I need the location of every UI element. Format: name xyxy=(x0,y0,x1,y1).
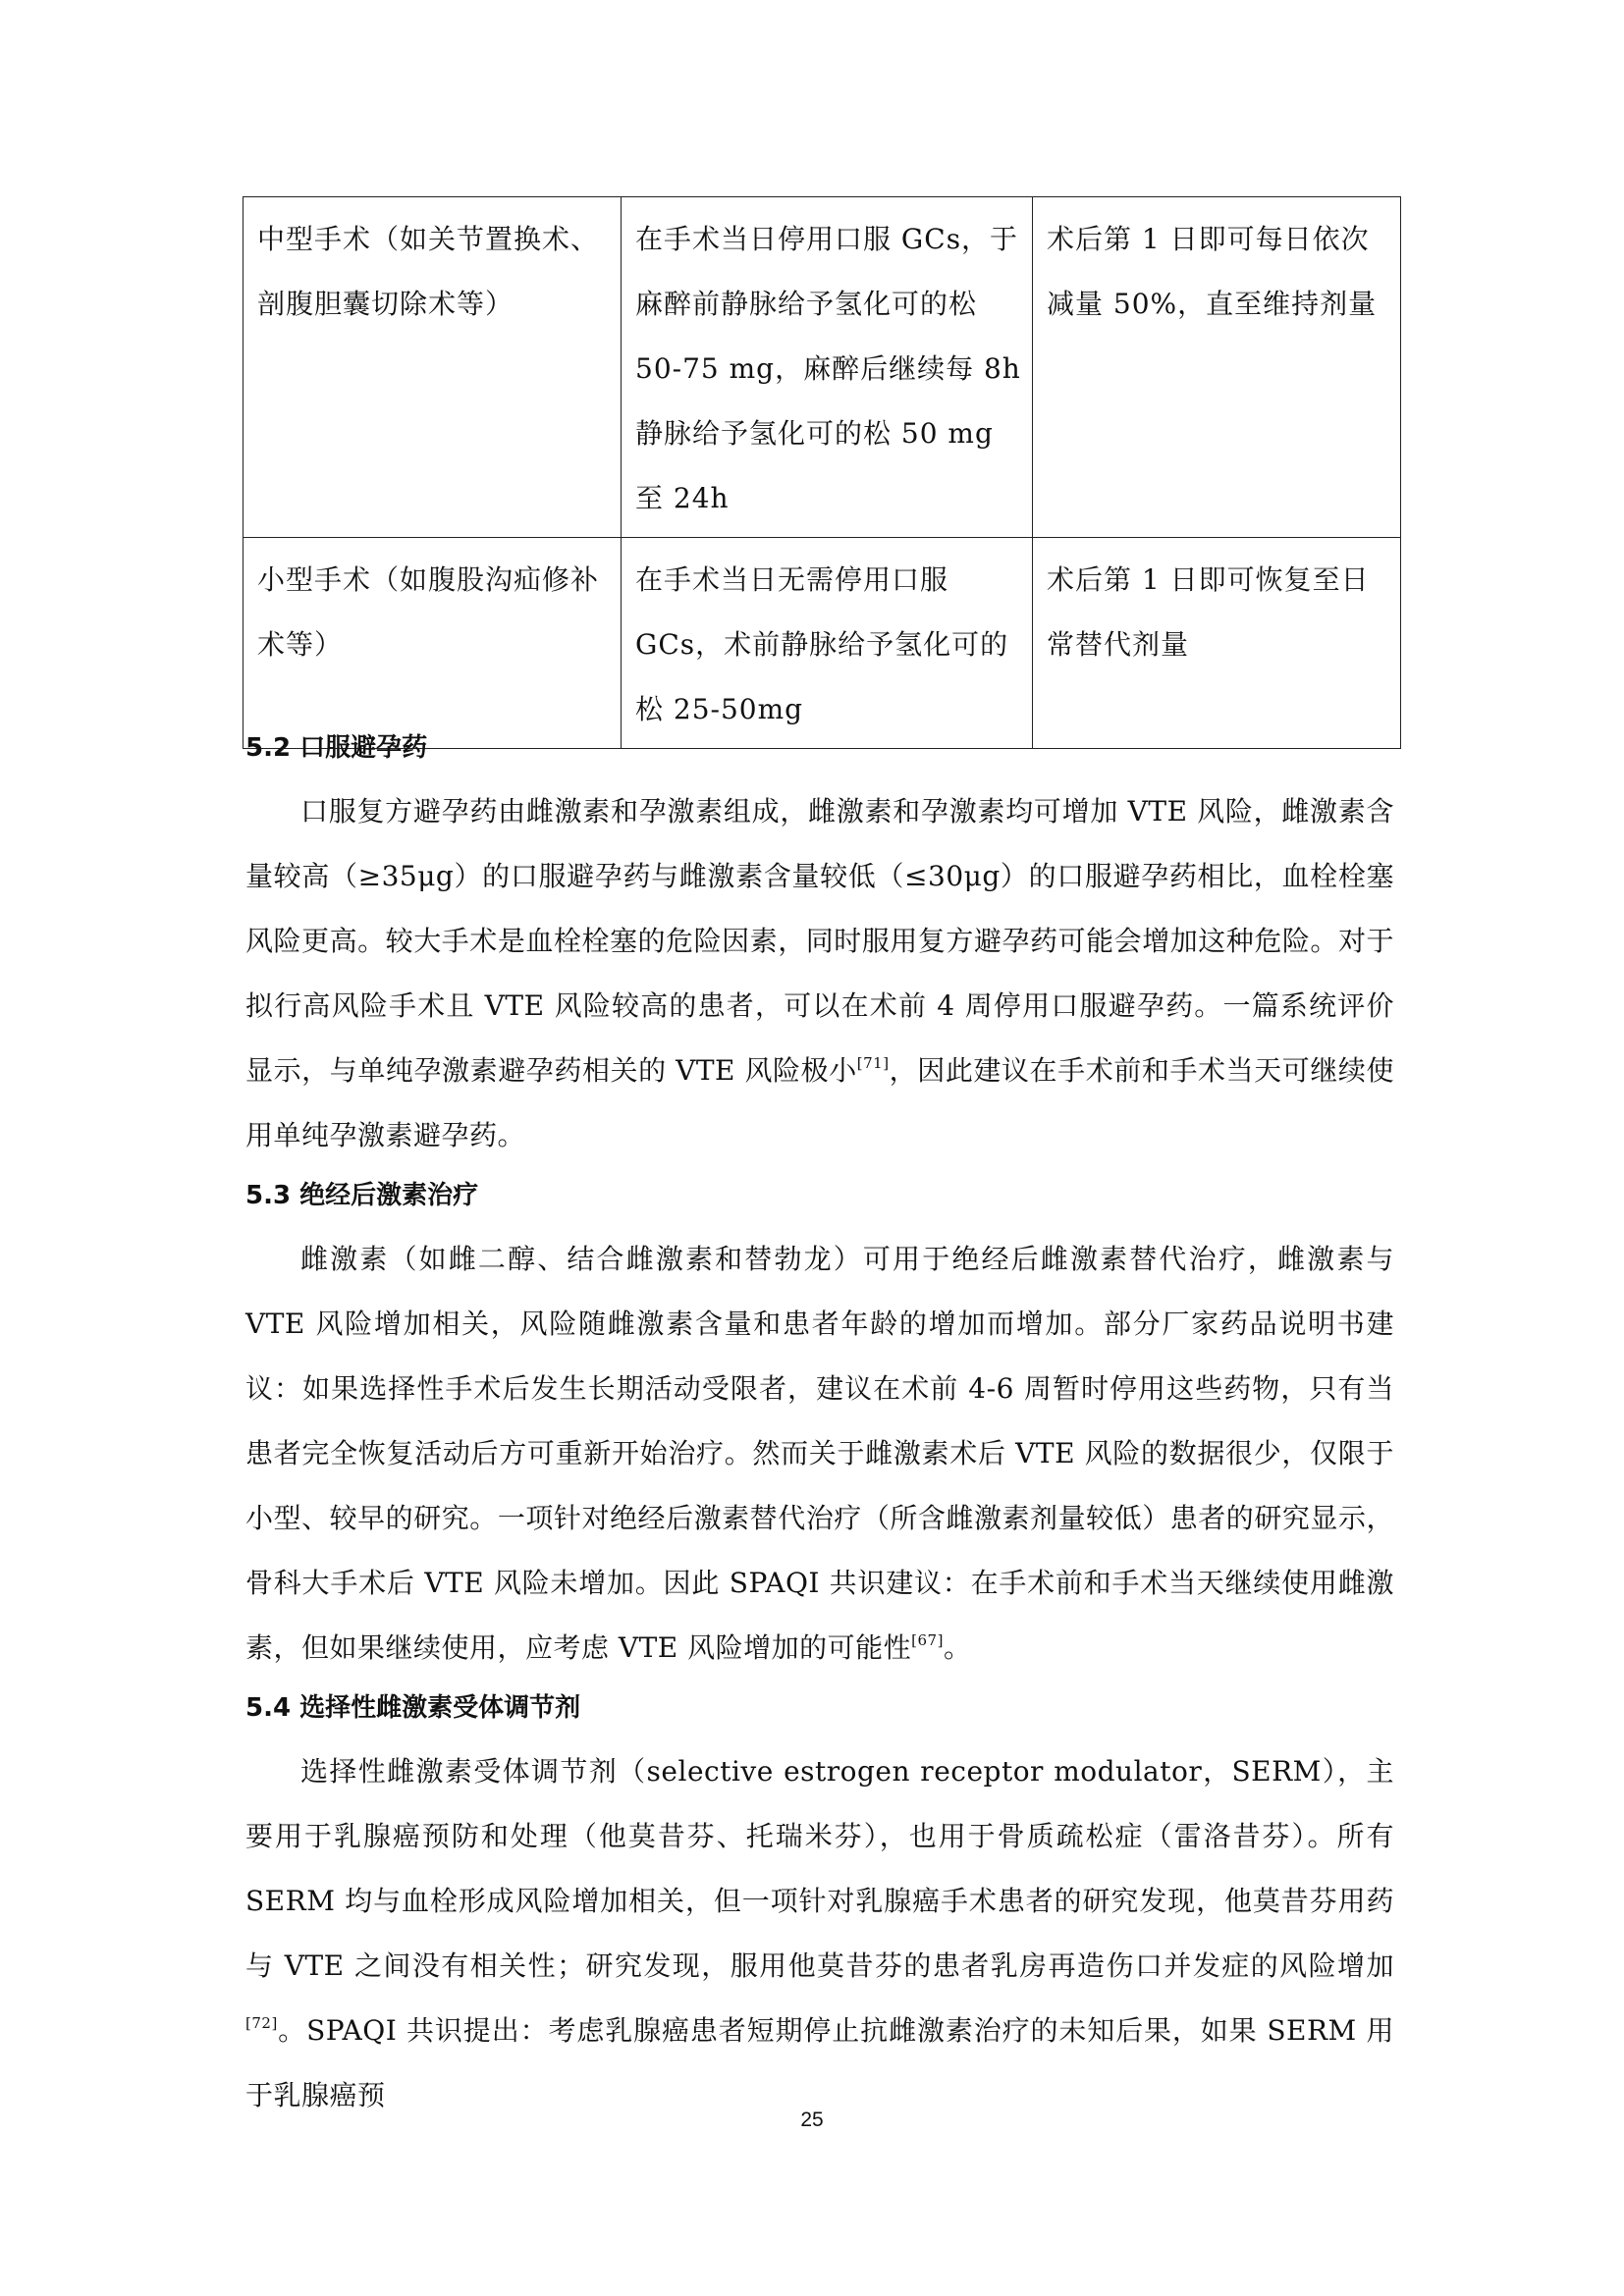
paragraph xyxy=(245,1227,1394,1681)
citation-ref: [71] xyxy=(856,1054,890,1072)
table-cell: 术后第 1 日即可每日依次减量 50%，直至维持剂量 xyxy=(1033,197,1401,538)
table-cell: 小型手术（如腹股沟疝修补术等） xyxy=(244,538,622,749)
table-cell: 在手术当日无需停用口服 GCs，术前静脉给予氢化可的松 25-50mg xyxy=(622,538,1033,749)
citation-ref: [72] xyxy=(245,2014,278,2032)
paragraph-text: 。SPAQI 共识提出：考虑乳腺癌患者短期停止抗雌激素治疗的未知后果，如果 SERM 用于乳腺癌预 xyxy=(245,2014,1394,2111)
page-number: 25 xyxy=(800,2109,824,2131)
paragraph-text: 。 xyxy=(943,1631,972,1664)
table-row xyxy=(244,197,1401,538)
section-heading: 5.4 选择性雌激素受体调节剂 xyxy=(245,1693,581,1723)
paragraph-text: ，因此建议在手术前和手术当天可继续使用单纯孕激素避孕药。 xyxy=(245,1054,1394,1151)
section-5-2 xyxy=(245,728,1394,1168)
table-cell: 在手术当日停用口服 GCs，于麻醉前静脉给予氢化可的松 50-75 mg，麻醉后继续每 8h 静脉给予氢化可的松 50 mg 至 24h xyxy=(622,197,1033,538)
paragraph xyxy=(245,779,1394,1168)
paragraph-text: 雌激素（如雌二醇、结合雌激素和替勃龙）可用于绝经后雌激素替代治疗，雌激素与 VTE 风险增加相关，风险随雌激素含量和患者年龄的增加而增加。部分厂家药品说明书建议：如果选择性手术后发生长期活动受限者，建议在术前 4-6 周暂时停用这些药物，只有当患者完全恢复活动后方可重新开始治疗。然而关于雌激素术后 VTE 风险的数据很少，仅限于小型、较早的研究。一项针对绝经后激素替代治疗（所含雌激素剂量较低）患者的研究显示，骨科大手术后 VTE 风险未增加。因此 SPAQI 共识建议：在手术前和手术当天继续使用雌激素，但如果继续使用，应考虑 VTE 风险增加的可能性 xyxy=(245,1243,1394,1664)
perioperative-steroid-table xyxy=(243,196,1401,749)
table-cell: 中型手术（如关节置换术、剖腹胆囊切除术等） xyxy=(244,197,622,538)
citation-ref: [67] xyxy=(911,1631,944,1649)
section-5-4 xyxy=(245,1688,1394,2128)
table-row xyxy=(244,538,1401,749)
section-heading: 5.3 绝经后激素治疗 xyxy=(245,1181,479,1210)
paragraph xyxy=(245,1739,1394,2128)
section-heading: 5.2 口服避孕药 xyxy=(245,733,428,763)
section-5-3 xyxy=(245,1176,1394,1681)
table-cell: 术后第 1 日即可恢复至日常替代剂量 xyxy=(1033,538,1401,749)
paragraph-text: 口服复方避孕药由雌激素和孕激素组成，雌激素和孕激素均可增加 VTE 风险，雌激素含量较高（≥35μg）的口服避孕药与雌激素含量较低（≤30μg）的口服避孕药相比，血栓栓塞风险更高。较大手术是血栓栓塞的危险因素，同时服用复方避孕药可能会增加这种危险。对于拟行高风险手术且 VTE 风险较高的患者，可以在术前 4 周停用口服避孕药。一篇系统评价显示，与单纯孕激素避孕药相关的 VTE 风险极小 xyxy=(245,795,1394,1087)
paragraph-text: 选择性雌激素受体调节剂（selective estrogen receptor modulator，SERM），主要用于乳腺癌预防和处理（他莫昔芬、托瑞米芬），也用于骨质疏松症（雷洛昔芬）。所有 SERM 均与血栓形成风险增加相关，但一项针对乳腺癌手术患者的研究发现，他莫昔芬用药与 VTE 之间没有相关性；研究发现，服用他莫昔芬的患者乳房再造伤口并发症的风险增加 xyxy=(245,1755,1394,1982)
